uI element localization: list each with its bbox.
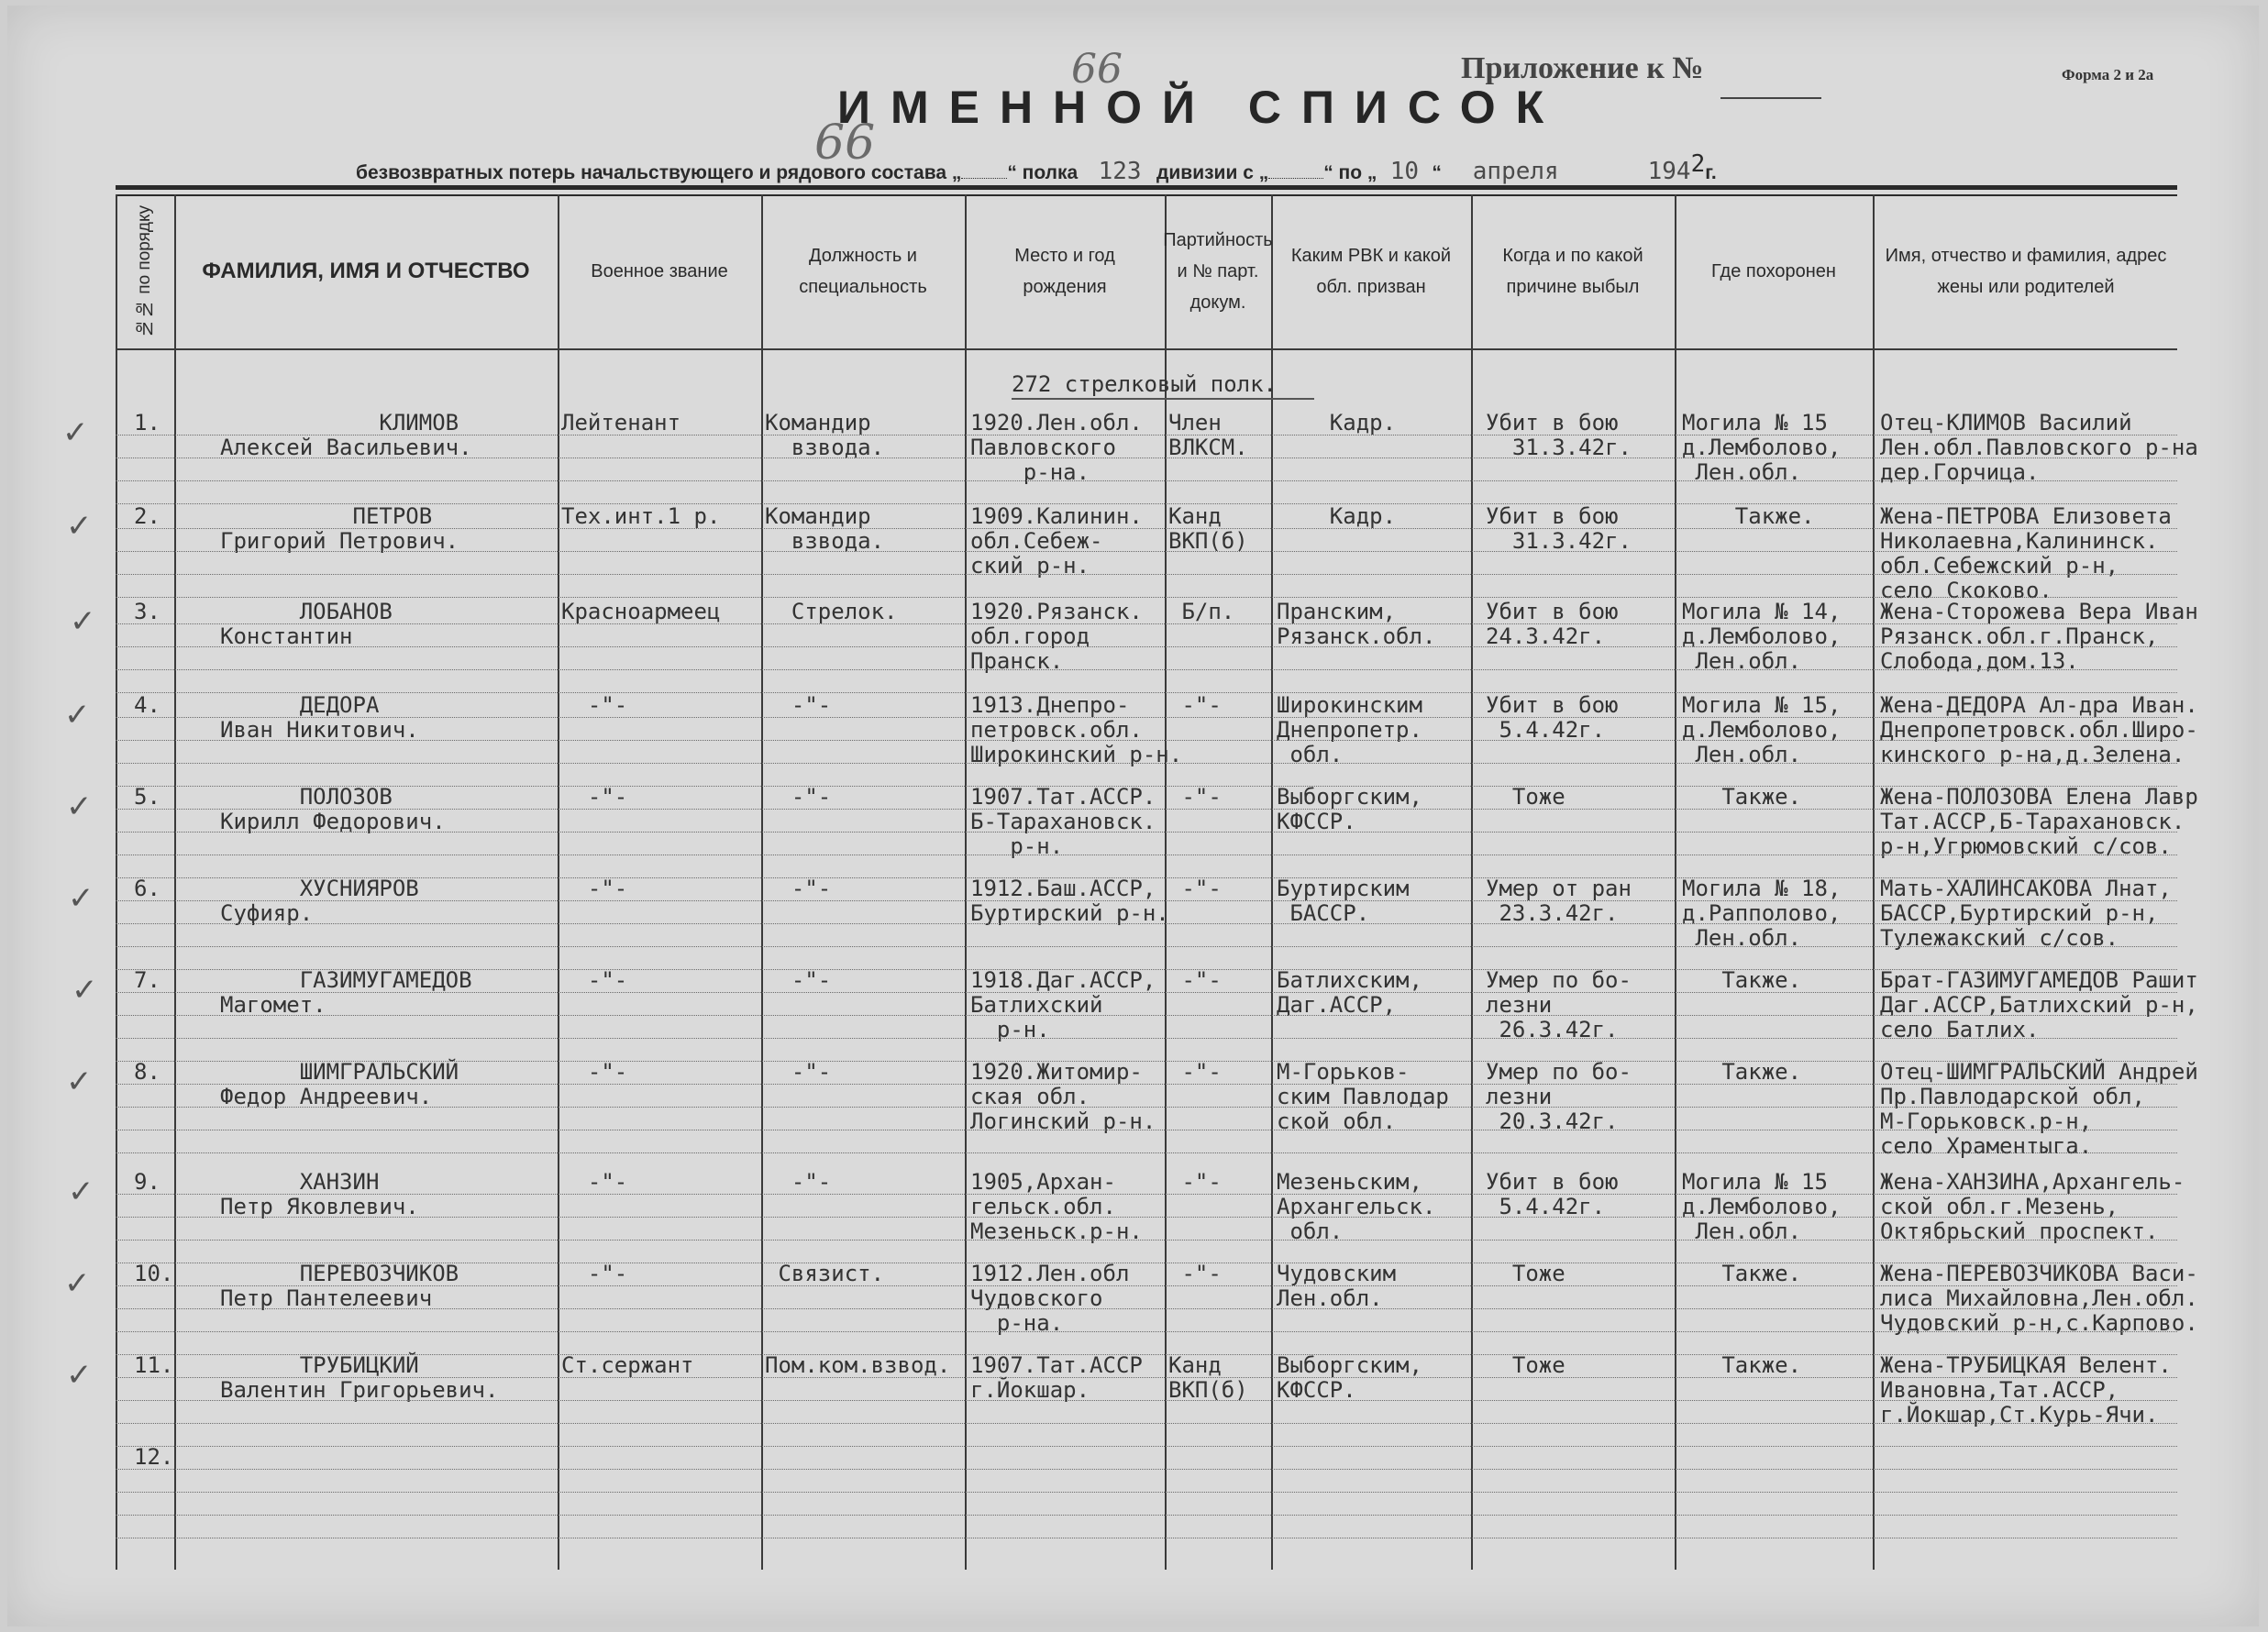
column-header-reason: Когда и по какой причине выбыл	[1502, 246, 1643, 297]
column-header-relatives: Имя, отчество и фамилия, адрес жены или родителей	[1885, 246, 2167, 297]
checkmark-icon: ✓	[66, 1064, 93, 1100]
cell-birth: 1913.Днепро- петровск.обл. Широкинский р-н.	[970, 692, 1183, 767]
cell-kin: Жена-ПЕРЕВОЗЧИКОВА Васи- лиса Михайловна,Лен.обл. Чудовский р-н,с.Карпово.	[1880, 1261, 2198, 1336]
cell-buried: Могила № 15 д.Лемболово, Лен.обл.	[1682, 410, 1842, 485]
cell-party: -"-	[1168, 784, 1222, 810]
cell-post: Пом.ком.взвод.	[765, 1352, 951, 1378]
cell-name: ТРУБИЦКИЙ Валентин Григорьевич.	[220, 1352, 499, 1403]
cell-rvk: Выборгским, КФССР.	[1277, 784, 1422, 834]
ruled-line	[116, 1240, 2177, 1241]
cell-party: -"-	[1168, 1169, 1222, 1195]
ruled-line	[116, 717, 2177, 718]
ruled-line	[116, 597, 2177, 598]
subtitle-part: дивизии с „	[1156, 162, 1269, 183]
cell-n: 10.	[134, 1261, 174, 1286]
subtitle-part: “ по „	[1323, 162, 1377, 183]
column-divider	[1471, 194, 1473, 1570]
cell-rank: Лейтенант	[561, 410, 681, 436]
ruled-line	[116, 1400, 2177, 1401]
cell-kin: Жена-ТРУБИЦКАЯ Велент. Ивановна,Тат.АССР, г.Йокшар,Ст.Курь-Ячи.	[1880, 1352, 2172, 1428]
cell-kin: Отец-ШИМГРАЛЬСКИЙ Андрей Пр.Павлодарской обл, М-Горьковск.р-н, село Храментыга.	[1880, 1059, 2198, 1159]
cell-rank: Тех.инт.1 р.	[561, 503, 721, 529]
ruled-line	[116, 1308, 2177, 1309]
appendix-label: Приложение к №	[1461, 51, 1704, 85]
checkmark-icon: ✓	[68, 880, 94, 917]
year-suffix: 2	[1690, 150, 1706, 178]
ruled-line	[116, 946, 2177, 947]
cell-party: -"-	[1168, 1261, 1222, 1286]
cell-kin: Жена-ХАНЗИНА,Архангель- ской обл.г.Мезень, Октябрьский проспект.	[1880, 1169, 2185, 1244]
cell-birth: 1918.Даг.АССР, Батлихский р-н.	[970, 967, 1156, 1042]
ruled-line	[116, 1015, 2177, 1016]
cell-name: ГАЗИМУГАМЕДОВ Магомет.	[220, 967, 472, 1018]
cell-party: -"-	[1168, 876, 1222, 901]
cell-rank: -"-	[561, 876, 628, 901]
column-divider	[1873, 194, 1875, 1570]
column-header-birth: Место и год рождения	[1014, 246, 1115, 297]
cell-rank: -"-	[561, 692, 628, 718]
ruled-line	[116, 1084, 2177, 1085]
cell-kin: Отец-КЛИМОВ Василий Лен.обл.Павловского р-на дер.Горчица.	[1880, 410, 2198, 485]
ruled-line	[116, 528, 2177, 529]
checkmark-icon: ✓	[64, 1265, 91, 1302]
cell-post: -"-	[765, 876, 832, 901]
cell-out: Убит в бою 31.3.42г.	[1486, 410, 1632, 460]
cell-post: Стрелок.	[765, 599, 898, 624]
cell-birth: 1907.Тат.АССР г.Йокшар.	[970, 1352, 1143, 1403]
column-header-name: ФАМИЛИЯ, ИМЯ И ОТЧЕСТВО	[202, 259, 530, 283]
checkmark-icon: ✓	[68, 1174, 94, 1210]
cell-rvk: М-Горьков- ским Павлодар ской обл.	[1277, 1059, 1449, 1134]
cell-birth: 1912.Баш.АССР, Буртирский р-н.	[970, 876, 1169, 926]
cell-party: Б/п.	[1168, 599, 1235, 624]
ruled-line	[116, 669, 2177, 670]
document-title: ИМЕННОЙ СПИСОК	[837, 82, 1565, 133]
ruled-line	[116, 1038, 2177, 1039]
cell-rvk: Буртирским БАССР.	[1277, 876, 1410, 926]
checkmark-icon: ✓	[66, 1357, 93, 1394]
regiment-number: 123	[1083, 158, 1156, 186]
ruled-line	[116, 574, 2177, 575]
cell-name: ШИМГРАЛЬСКИЙ Федор Андреевич.	[220, 1059, 459, 1109]
document-subtitle	[356, 150, 1717, 186]
cell-out: Убит в бою 5.4.42г.	[1486, 1169, 1619, 1219]
month: апреля	[1447, 158, 1585, 186]
cell-rank: -"-	[561, 784, 628, 810]
cell-birth: 1920.Лен.обл. Павловского р-на.	[970, 410, 1143, 485]
cell-buried: Также.	[1682, 503, 1815, 529]
cell-party: -"-	[1168, 1059, 1222, 1085]
column-header-number: №№ по порядку	[135, 204, 154, 338]
cell-n: 1.	[134, 410, 160, 436]
column-header-position: Должность и специальность	[799, 246, 927, 297]
checkmark-icon: ✓	[66, 788, 93, 825]
ruled-line	[116, 435, 2177, 436]
cell-post: -"-	[765, 967, 832, 993]
cell-post: -"-	[765, 1169, 832, 1195]
fill-blank	[961, 178, 1007, 179]
cell-birth: 1909.Калинин. обл.Себеж- ский р-н.	[970, 503, 1143, 579]
subtitle-part: безвозвратных потерь начальствующего и рядового состава „	[356, 162, 962, 183]
column-divider	[116, 194, 117, 1570]
cell-n: 12.	[134, 1444, 174, 1470]
regiment-label: 272 стрелковый полк.	[1012, 371, 1277, 397]
cell-rvk: Кадр.	[1277, 410, 1397, 436]
header-rule-thin	[116, 194, 2177, 196]
cell-party: Канд ВКП(б)	[1168, 1352, 1248, 1403]
cell-buried: Также.	[1682, 1261, 1802, 1286]
cell-post: -"-	[765, 784, 832, 810]
cell-name: ПЕТРОВ Григорий Петрович.	[220, 503, 459, 554]
cell-out: Убит в бою 31.3.42г.	[1486, 503, 1632, 554]
ruled-line	[116, 1217, 2177, 1218]
cell-rvk: Чудовским Лен.обл.	[1277, 1261, 1397, 1311]
column-divider	[1675, 194, 1676, 1570]
column-divider	[558, 194, 559, 1570]
ruled-line	[116, 992, 2177, 993]
cell-rank: Ст.сержант	[561, 1352, 694, 1378]
cell-post: -"-	[765, 1059, 832, 1085]
cell-n: 9.	[134, 1169, 160, 1195]
column-divider	[761, 194, 763, 1570]
ruled-line	[116, 923, 2177, 924]
cell-out: Тоже	[1486, 784, 1565, 810]
cell-rank: Красноармеец	[561, 599, 721, 624]
cell-rvk: Мезеньским, Архангельск. обл.	[1277, 1169, 1436, 1244]
ruled-line	[116, 623, 2177, 624]
cell-n: 7.	[134, 967, 160, 993]
cell-buried: Также.	[1682, 967, 1802, 993]
cell-rank: -"-	[561, 1169, 628, 1195]
cell-rank: -"-	[561, 1059, 628, 1085]
checkmark-icon: ✓	[70, 603, 96, 640]
column-header-rank: Военное звание	[591, 261, 728, 281]
subtitle-part: “	[1432, 162, 1442, 183]
cell-buried: Также.	[1682, 1352, 1802, 1378]
cell-rvk: Кадр.	[1277, 503, 1397, 529]
cell-birth: 1905,Архан- гельск.обл. Мезеньск.р-н.	[970, 1169, 1143, 1244]
cell-party: -"-	[1168, 692, 1222, 718]
cell-out: Тоже	[1486, 1352, 1565, 1378]
cell-out: Тоже	[1486, 1261, 1565, 1286]
cell-kin: Мать-ХАЛИНСАКОВА Лнат, БАССР,Буртирский р-н, Тулежакский с/сов.	[1880, 876, 2172, 951]
ruled-line	[116, 1377, 2177, 1378]
cell-birth: 1907.Тат.АССР. Б-Тарахановск. р-н.	[970, 784, 1156, 859]
cell-name: ХАНЗИН Петр Яковлевич.	[220, 1169, 419, 1219]
ruled-line	[116, 1152, 2177, 1153]
cell-name: ПОЛОЗОВ Кирилл Федорович.	[220, 784, 446, 834]
subtitle-part: г.	[1705, 162, 1717, 183]
cell-n: 6.	[134, 876, 160, 901]
cell-rvk: Батлихским, Даг.АССР,	[1277, 967, 1422, 1018]
ruled-line	[116, 1469, 2177, 1470]
page-number-handwritten: 66	[1071, 46, 1123, 93]
cell-post: Командир взвода.	[765, 410, 885, 460]
cell-rvk: Выборгским, КФССР.	[1277, 1352, 1422, 1403]
cell-buried: Также.	[1682, 1059, 1802, 1085]
cell-rank: -"-	[561, 1261, 628, 1286]
cell-out: Умер по бо- лезни 26.3.42г.	[1486, 967, 1632, 1042]
cell-out: Умер от ран 23.3.42г.	[1486, 876, 1632, 926]
ruled-line	[116, 763, 2177, 764]
cell-buried: Также.	[1682, 784, 1802, 810]
cell-n: 2.	[134, 503, 160, 529]
cell-post: Связист.	[765, 1261, 885, 1286]
checkmark-icon: ✓	[66, 508, 93, 545]
column-header-buried: Где похоронен	[1711, 261, 1836, 281]
column-divider	[1271, 194, 1273, 1570]
column-divider	[174, 194, 176, 1570]
cell-rank: -"-	[561, 967, 628, 993]
cell-kin: Жена-ДЕДОРА Ал-дра Иван. Днепропетровск.обл.Широ- кинского р-на,д.Зелена.	[1880, 692, 2198, 767]
cell-rvk: Пранским, Рязанск.обл.	[1277, 599, 1436, 649]
cell-kin: Жена-ПОЛОЗОВА Елена Лавр Тат.АССР,Б-Тарахановск. р-н,Угрюмовский с/сов.	[1880, 784, 2198, 859]
fill-blank	[1268, 178, 1323, 179]
header-bottom-rule	[116, 348, 2177, 350]
column-divider	[965, 194, 967, 1570]
page-number-handwritten-2: 66	[814, 116, 876, 171]
cell-kin: Брат-ГАЗИМУГАМЕДОВ Рашит Даг.АССР,Батлихский р-н, село Батлих.	[1880, 967, 2198, 1042]
cell-n: 3.	[134, 599, 160, 624]
column-header-rvk: Каким РВК и какой обл. призван	[1290, 246, 1452, 297]
column-header-party: Партийность и № парт. докум.	[1163, 230, 1273, 313]
ruled-line	[116, 1423, 2177, 1424]
cell-name: КЛИМОВ Алексей Васильевич.	[220, 410, 472, 460]
ruled-line	[116, 832, 2177, 833]
ruled-line	[116, 1446, 2177, 1447]
cell-party: -"-	[1168, 967, 1222, 993]
cell-kin: Жена-Сторожева Вера Иван Рязанск.обл.г.Пранск, Слобода,дом.13.	[1880, 599, 2198, 674]
ruled-line	[116, 1194, 2177, 1195]
cell-post: Командир взвода.	[765, 503, 885, 554]
cell-buried: Могила № 15 д.Лемболово, Лен.обл.	[1682, 1169, 1842, 1244]
cell-birth: 1920.Рязанск. обл.город Пранск.	[970, 599, 1143, 674]
checkmark-icon: ✓	[64, 697, 91, 733]
cell-buried: Могила № 15, д.Лемболово, Лен.обл.	[1682, 692, 1842, 767]
cell-name: ДЕДОРА Иван Никитович.	[220, 692, 419, 743]
ruled-line	[116, 1492, 2177, 1493]
ruled-line	[116, 1107, 2177, 1108]
cell-party: Член ВЛКСМ.	[1168, 410, 1248, 460]
cell-buried: Могила № 18, д.Рапполово, Лен.обл.	[1682, 876, 1842, 951]
cell-out: Умер по бо- лезни 20.3.42г.	[1486, 1059, 1632, 1134]
form-number: Форма 2 и 2а	[2062, 66, 2154, 83]
cell-post: -"-	[765, 692, 832, 718]
ruled-line	[116, 1285, 2177, 1286]
ruled-line	[116, 809, 2177, 810]
date-to: 10	[1377, 158, 1432, 186]
checkmark-icon: ✓	[62, 414, 89, 451]
cell-n: 4.	[134, 692, 160, 718]
cell-name: ЛОБАНОВ Константин	[220, 599, 393, 649]
ruled-line	[116, 646, 2177, 647]
cell-name: ПЕРЕВОЗЧИКОВ Петр Пантелеевич	[220, 1261, 459, 1311]
subtitle-part: “ полка	[1007, 162, 1079, 183]
cell-rvk: Широкинским Днепропетр. обл.	[1277, 692, 1422, 767]
checkmark-icon: ✓	[72, 972, 98, 1009]
cell-kin: Жена-ПЕТРОВА Елизовета Николаевна,Калининск. обл.Себежский р-н, село Скоково.	[1880, 503, 2172, 603]
year-prefix: 194	[1590, 158, 1691, 186]
regiment-underline	[1012, 398, 1314, 400]
appendix-fill-line	[1720, 97, 1821, 99]
ruled-line	[116, 551, 2177, 552]
cell-buried: Могила № 14, д.Лемболово, Лен.обл.	[1682, 599, 1842, 674]
cell-party: Канд ВКП(б)	[1168, 503, 1248, 554]
cell-out: Убит в бою 5.4.42г.	[1486, 692, 1619, 743]
cell-name: ХУСНИЯРОВ Суфияр.	[220, 876, 419, 926]
cell-n: 11.	[134, 1352, 174, 1378]
cell-birth: 1912.Лен.обл Чудовского р-на.	[970, 1261, 1130, 1336]
cell-n: 8.	[134, 1059, 160, 1085]
cell-n: 5.	[134, 784, 160, 810]
ruled-line	[116, 900, 2177, 901]
ruled-line	[116, 1515, 2177, 1516]
document-sheet	[7, 6, 2259, 1626]
ruled-line	[116, 480, 2177, 481]
cell-birth: 1920.Житомир- ская обл. Логинский р-н.	[970, 1059, 1156, 1134]
ruled-line	[116, 1331, 2177, 1332]
cell-out: Убит в бою 24.3.42г.	[1486, 599, 1619, 649]
header-rule	[116, 185, 2177, 190]
ruled-line	[116, 740, 2177, 741]
